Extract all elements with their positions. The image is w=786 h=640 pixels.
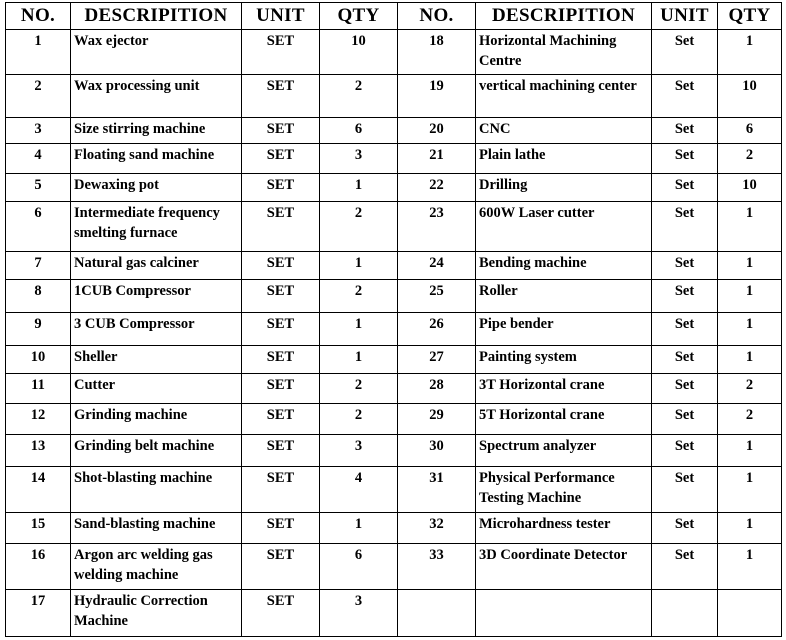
- item-qty-cell: 1: [718, 346, 782, 374]
- item-unit-cell: SET: [242, 374, 320, 404]
- item-number-cell: 5: [6, 174, 71, 202]
- item-description-cell: Wax processing unit: [71, 75, 242, 118]
- item-description-cell: Size stirring machine: [71, 118, 242, 144]
- item-qty-cell: 2: [320, 75, 398, 118]
- item-unit-cell: Set: [652, 374, 718, 404]
- item-unit-cell: [652, 590, 718, 637]
- item-qty-cell: 6: [320, 544, 398, 590]
- item-description-cell: Floating sand machine: [71, 144, 242, 174]
- item-number-cell: 28: [398, 374, 476, 404]
- item-description-cell: [476, 590, 652, 637]
- item-description-cell: 1CUB Compressor: [71, 280, 242, 313]
- item-number-cell: 30: [398, 435, 476, 467]
- item-qty-cell: 1: [320, 346, 398, 374]
- table-row: [6, 544, 782, 590]
- item-qty-cell: 6: [320, 118, 398, 144]
- item-number-cell: 3: [6, 118, 71, 144]
- item-unit-cell: SET: [242, 30, 320, 75]
- item-number-cell: 18: [398, 30, 476, 75]
- item-description-cell: Bending machine: [476, 252, 652, 280]
- table-row: [6, 144, 782, 174]
- item-unit-cell: SET: [242, 404, 320, 435]
- item-description-cell: Drilling: [476, 174, 652, 202]
- item-unit-cell: Set: [652, 280, 718, 313]
- item-qty-cell: 1: [320, 313, 398, 346]
- item-unit-cell: SET: [242, 118, 320, 144]
- item-number-cell: 33: [398, 544, 476, 590]
- item-unit-cell: SET: [242, 435, 320, 467]
- table-row: [6, 346, 782, 374]
- item-description-cell: Roller: [476, 280, 652, 313]
- header-description-left: DESCRIPITION: [71, 3, 242, 30]
- item-description-cell: Sheller: [71, 346, 242, 374]
- item-unit-cell: Set: [652, 467, 718, 513]
- item-number-cell: 26: [398, 313, 476, 346]
- item-description-cell: Dewaxing pot: [71, 174, 242, 202]
- item-description-cell: Natural gas calciner: [71, 252, 242, 280]
- item-qty-cell: 1: [718, 202, 782, 252]
- item-number-cell: 17: [6, 590, 71, 637]
- item-qty-cell: 3: [320, 590, 398, 637]
- item-number-cell: 29: [398, 404, 476, 435]
- table-row: [6, 435, 782, 467]
- item-number-cell: 23: [398, 202, 476, 252]
- item-unit-cell: Set: [652, 118, 718, 144]
- item-unit-cell: SET: [242, 544, 320, 590]
- item-description-cell: Hydraulic Correction Machine: [71, 590, 242, 637]
- item-number-cell: 2: [6, 75, 71, 118]
- item-unit-cell: Set: [652, 544, 718, 590]
- table-row: [6, 513, 782, 544]
- equipment-table: [5, 2, 782, 637]
- table-row: [6, 374, 782, 404]
- item-unit-cell: Set: [652, 252, 718, 280]
- item-unit-cell: Set: [652, 313, 718, 346]
- item-unit-cell: Set: [652, 202, 718, 252]
- item-description-cell: Painting system: [476, 346, 652, 374]
- item-qty-cell: 2: [320, 374, 398, 404]
- item-number-cell: 9: [6, 313, 71, 346]
- header-unit-left: UNIT: [242, 3, 320, 30]
- item-number-cell: 24: [398, 252, 476, 280]
- item-number-cell: 31: [398, 467, 476, 513]
- table-row: [6, 467, 782, 513]
- item-number-cell: 27: [398, 346, 476, 374]
- item-number-cell: [398, 590, 476, 637]
- item-number-cell: 8: [6, 280, 71, 313]
- item-qty-cell: 1: [320, 252, 398, 280]
- item-number-cell: 12: [6, 404, 71, 435]
- item-qty-cell: 2: [718, 404, 782, 435]
- item-unit-cell: Set: [652, 435, 718, 467]
- table-row: [6, 404, 782, 435]
- item-unit-cell: SET: [242, 202, 320, 252]
- item-description-cell: Cutter: [71, 374, 242, 404]
- item-qty-cell: 10: [320, 30, 398, 75]
- item-qty-cell: 1: [718, 30, 782, 75]
- item-unit-cell: Set: [652, 513, 718, 544]
- item-qty-cell: 3: [320, 435, 398, 467]
- item-qty-cell: 4: [320, 467, 398, 513]
- item-description-cell: Microhardness tester: [476, 513, 652, 544]
- item-description-cell: vertical machining center: [476, 75, 652, 118]
- item-unit-cell: Set: [652, 346, 718, 374]
- item-qty-cell: 3: [320, 144, 398, 174]
- item-description-cell: CNC: [476, 118, 652, 144]
- item-number-cell: 32: [398, 513, 476, 544]
- item-description-cell: Wax ejector: [71, 30, 242, 75]
- item-qty-cell: 2: [718, 144, 782, 174]
- item-qty-cell: 1: [718, 252, 782, 280]
- item-unit-cell: SET: [242, 174, 320, 202]
- item-description-cell: Spectrum analyzer: [476, 435, 652, 467]
- header-no-left: NO.: [6, 3, 71, 30]
- item-description-cell: Plain lathe: [476, 144, 652, 174]
- item-unit-cell: SET: [242, 144, 320, 174]
- item-qty-cell: 1: [718, 513, 782, 544]
- item-description-cell: 5T Horizontal crane: [476, 404, 652, 435]
- table-row: [6, 75, 782, 118]
- table-row: [6, 252, 782, 280]
- item-number-cell: 21: [398, 144, 476, 174]
- item-qty-cell: 2: [320, 202, 398, 252]
- item-description-cell: 3 CUB Compressor: [71, 313, 242, 346]
- item-qty-cell: 10: [718, 75, 782, 118]
- item-description-cell: 3T Horizontal crane: [476, 374, 652, 404]
- table-row: [6, 313, 782, 346]
- header-row: [6, 3, 782, 30]
- item-qty-cell: 1: [718, 435, 782, 467]
- item-unit-cell: SET: [242, 346, 320, 374]
- item-qty-cell: 1: [718, 313, 782, 346]
- item-unit-cell: SET: [242, 280, 320, 313]
- item-qty-cell: 2: [320, 404, 398, 435]
- item-description-cell: Shot-blasting machine: [71, 467, 242, 513]
- item-unit-cell: SET: [242, 313, 320, 346]
- item-unit-cell: SET: [242, 252, 320, 280]
- table-row: [6, 30, 782, 75]
- table-body: [6, 30, 782, 637]
- item-unit-cell: Set: [652, 174, 718, 202]
- item-description-cell: Grinding belt machine: [71, 435, 242, 467]
- item-unit-cell: SET: [242, 75, 320, 118]
- item-qty-cell: 1: [718, 544, 782, 590]
- item-number-cell: 19: [398, 75, 476, 118]
- item-number-cell: 16: [6, 544, 71, 590]
- item-description-cell: Horizontal Machining Centre: [476, 30, 652, 75]
- item-description-cell: 600W Laser cutter: [476, 202, 652, 252]
- item-unit-cell: Set: [652, 404, 718, 435]
- header-description-right: DESCRIPITION: [476, 3, 652, 30]
- item-number-cell: 25: [398, 280, 476, 313]
- item-number-cell: 13: [6, 435, 71, 467]
- item-qty-cell: 1: [320, 174, 398, 202]
- table-row: [6, 174, 782, 202]
- item-description-cell: Intermediate frequency smelting furnace: [71, 202, 242, 252]
- item-description-cell: 3D Coordinate Detector: [476, 544, 652, 590]
- item-number-cell: 1: [6, 30, 71, 75]
- item-number-cell: 6: [6, 202, 71, 252]
- table-row: [6, 590, 782, 637]
- item-unit-cell: SET: [242, 590, 320, 637]
- item-qty-cell: 2: [320, 280, 398, 313]
- item-description-cell: Physical Performance Testing Machine: [476, 467, 652, 513]
- item-unit-cell: Set: [652, 75, 718, 118]
- item-description-cell: Argon arc welding gas welding machine: [71, 544, 242, 590]
- header-qty-right: QTY: [718, 3, 782, 30]
- item-unit-cell: Set: [652, 144, 718, 174]
- item-qty-cell: 10: [718, 174, 782, 202]
- table-row: [6, 118, 782, 144]
- item-description-cell: Pipe bender: [476, 313, 652, 346]
- item-qty-cell: [718, 590, 782, 637]
- item-unit-cell: SET: [242, 513, 320, 544]
- header-no-right: NO.: [398, 3, 476, 30]
- item-number-cell: 22: [398, 174, 476, 202]
- item-number-cell: 11: [6, 374, 71, 404]
- item-number-cell: 14: [6, 467, 71, 513]
- item-qty-cell: 2: [718, 374, 782, 404]
- header-unit-right: UNIT: [652, 3, 718, 30]
- item-number-cell: 10: [6, 346, 71, 374]
- item-qty-cell: 1: [320, 513, 398, 544]
- item-description-cell: Sand-blasting machine: [71, 513, 242, 544]
- item-number-cell: 20: [398, 118, 476, 144]
- item-qty-cell: 1: [718, 467, 782, 513]
- table-row: [6, 280, 782, 313]
- header-qty-left: QTY: [320, 3, 398, 30]
- item-number-cell: 4: [6, 144, 71, 174]
- item-description-cell: Grinding machine: [71, 404, 242, 435]
- item-unit-cell: Set: [652, 30, 718, 75]
- table-row: [6, 202, 782, 252]
- item-qty-cell: 1: [718, 280, 782, 313]
- item-number-cell: 7: [6, 252, 71, 280]
- item-qty-cell: 6: [718, 118, 782, 144]
- item-number-cell: 15: [6, 513, 71, 544]
- item-unit-cell: SET: [242, 467, 320, 513]
